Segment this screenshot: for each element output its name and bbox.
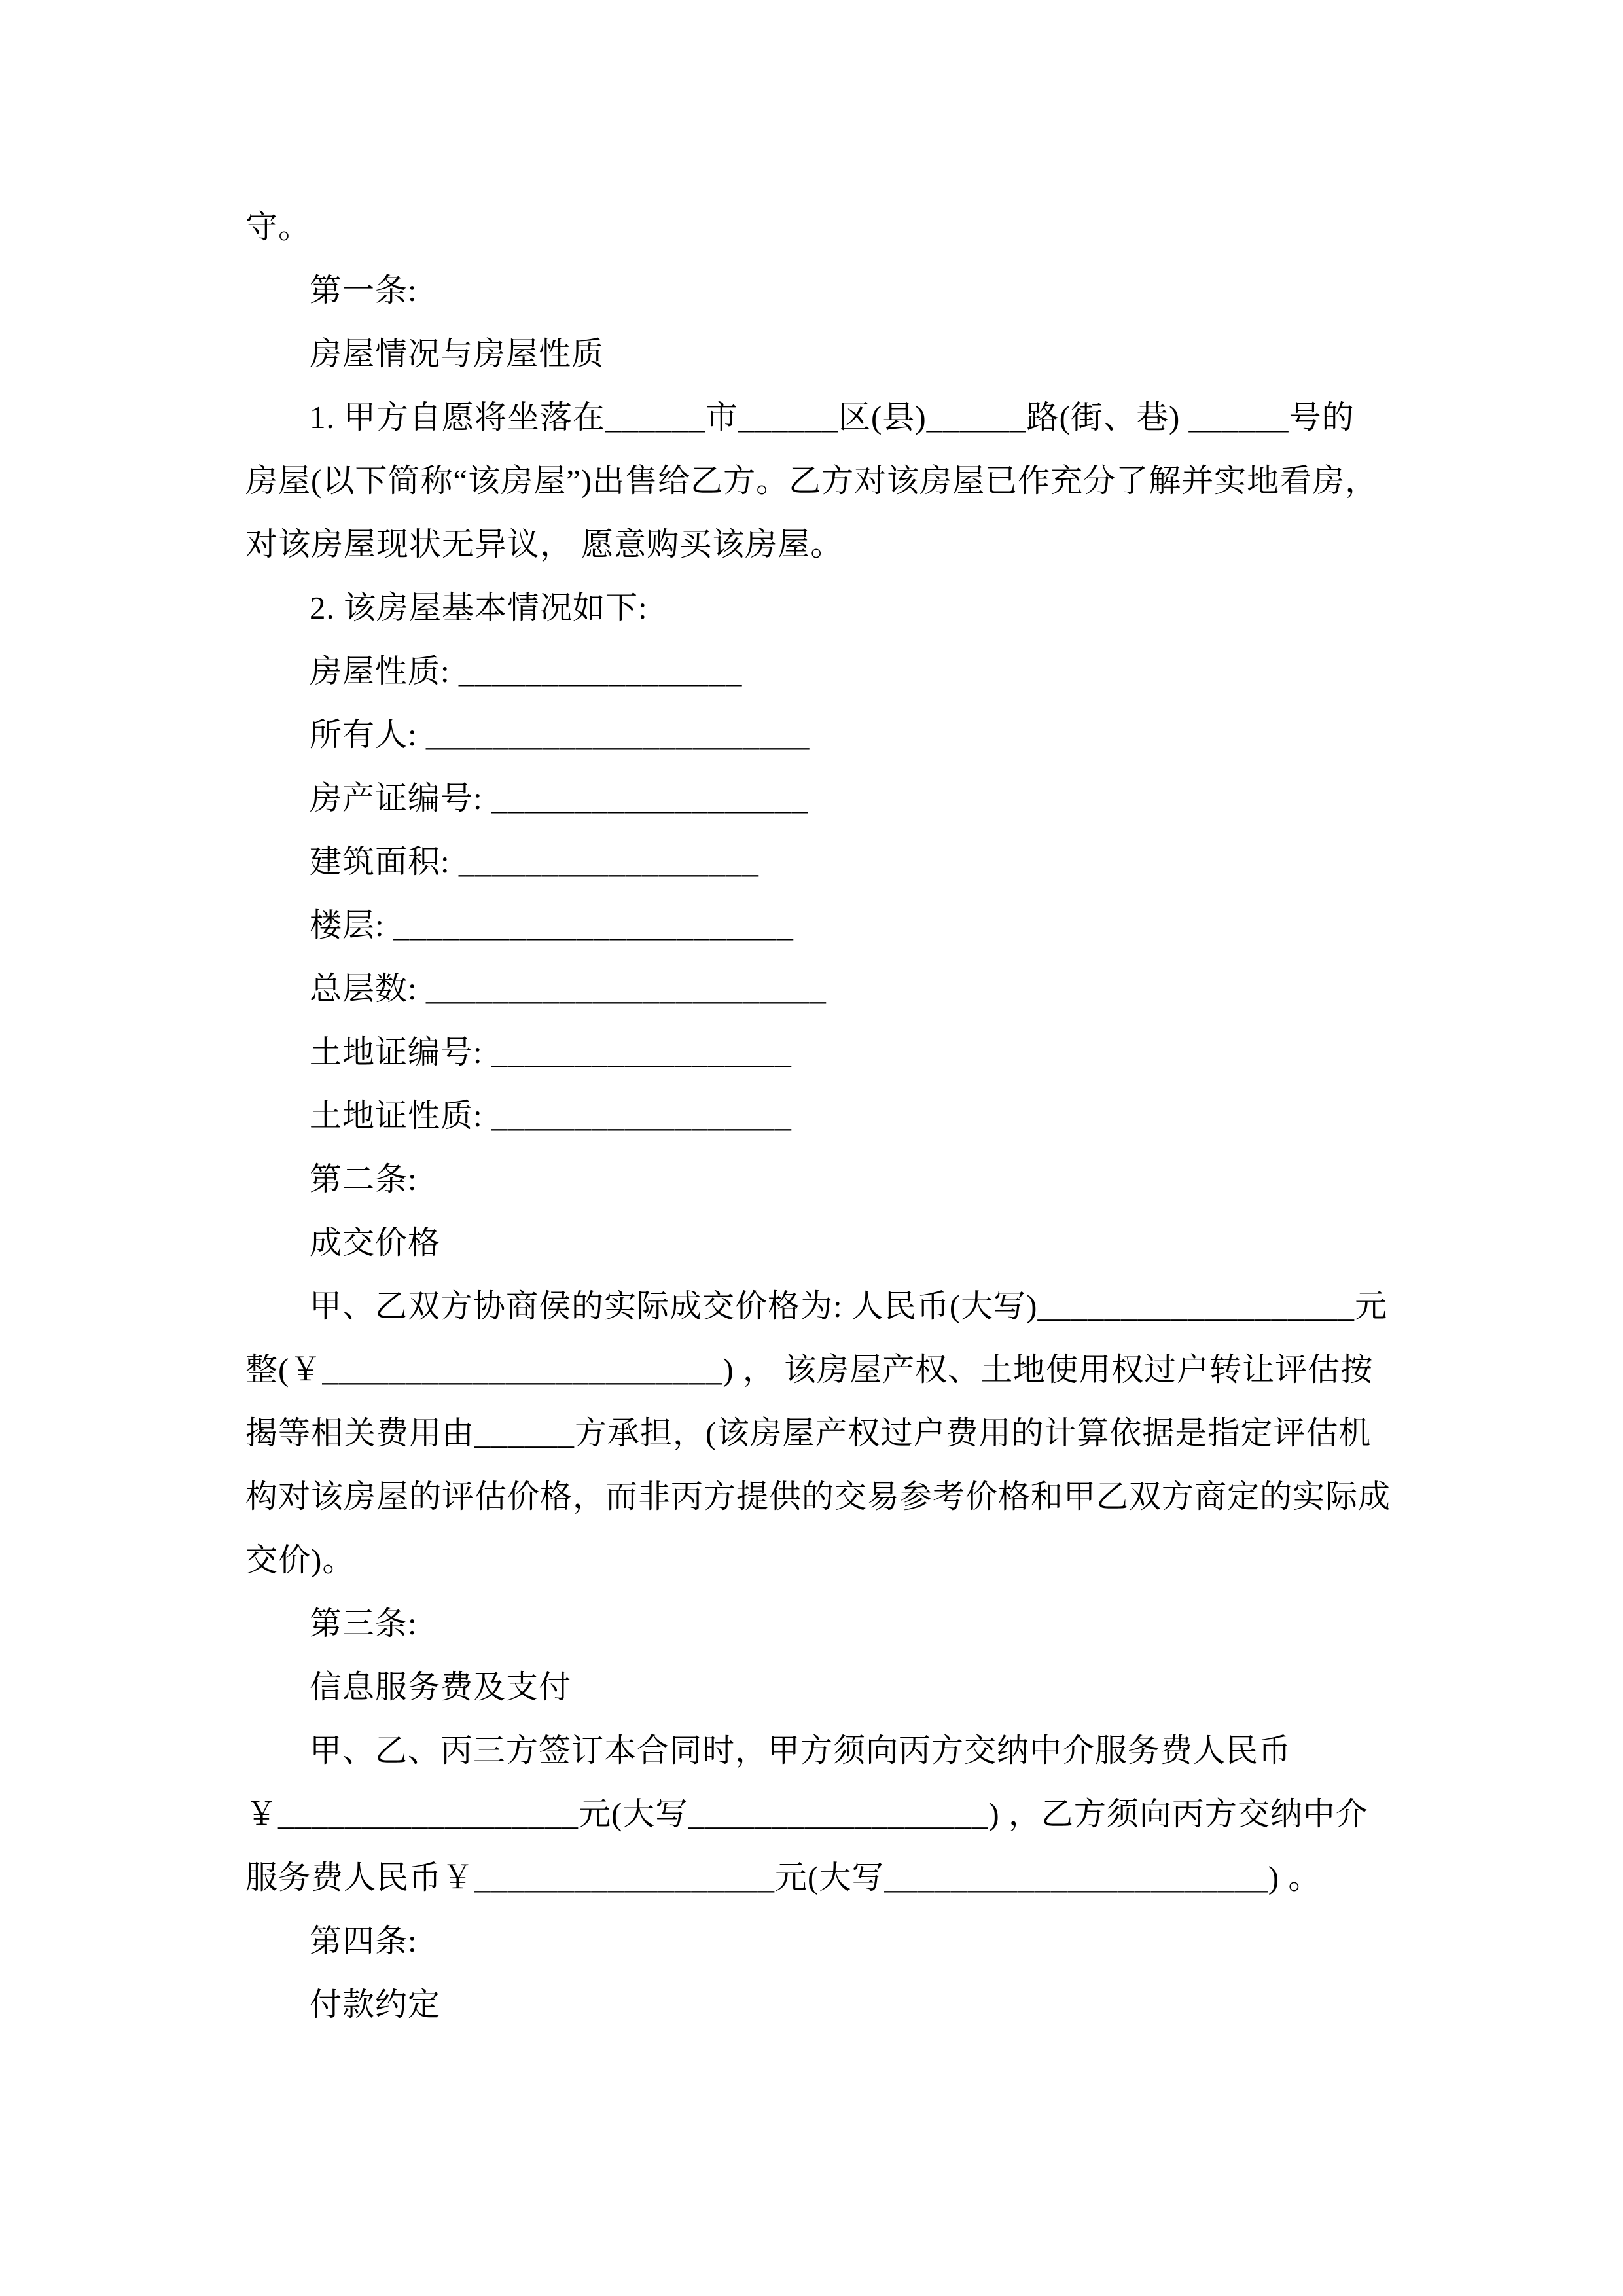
- contract-line: 守。: [245, 209, 312, 245]
- contract-line: 第三条:: [310, 1605, 418, 1641]
- contract-line: 整(￥________________________) ， 该房屋产权、土地使用权过户转让评估按: [245, 1352, 1374, 1388]
- contract-line: 楼层: ________________________: [310, 907, 794, 943]
- contract-line: 第二条:: [310, 1161, 418, 1197]
- contract-line: 土地证性质: __________________: [310, 1098, 792, 1134]
- contract-line: 揭等相关费用由______方承担，(该房屋产权过户费用的计算依据是指定评估机: [245, 1415, 1372, 1451]
- contract-line: 建筑面积: __________________: [310, 844, 759, 880]
- contract-line: 第一条:: [310, 272, 418, 308]
- contract-line: 甲、乙、丙三方签订本合同时，甲方须向丙方交纳中介服务费人民币: [310, 1732, 1292, 1768]
- contract-line: 付款约定: [310, 1986, 441, 2022]
- contract-line: 1. 甲方自愿将坐落在______市______区(县)______路(街、巷) ______号的: [310, 399, 1355, 435]
- contract-line: 构对该房屋的评估价格，而非丙方提供的交易参考价格和甲乙双方商定的实际成: [245, 1479, 1391, 1515]
- contract-line: 成交价格: [310, 1225, 441, 1261]
- contract-body: [245, 195, 1397, 2036]
- contract-line: 房产证编号: ___________________: [310, 780, 809, 816]
- contract-line: 交价)。: [245, 1542, 355, 1578]
- contract-line: 2. 该房屋基本情况如下:: [310, 590, 648, 626]
- contract-line: 总层数: ________________________: [310, 971, 827, 1007]
- contract-line: 对该房屋现状无异议， 愿意购买该房屋。: [245, 526, 844, 562]
- contract-line: ￥__________________元(大写__________________) ，乙方须向丙方交纳中介: [245, 1796, 1368, 1832]
- contract-line: 房屋性质: _________________: [310, 653, 743, 689]
- contract-line: 甲、乙双方协商侯的实际成交价格为: 人民币(大写)___________________元: [310, 1288, 1387, 1324]
- contract-line: 信息服务费及支付: [310, 1669, 572, 1705]
- contract-line: 服务费人民币￥__________________元(大写_______________________) 。: [245, 1859, 1321, 1895]
- contract-line: 土地证编号: __________________: [310, 1034, 792, 1070]
- contract-line: 第四条:: [310, 1923, 418, 1959]
- contract-line: 房屋(以下简称“该房屋”)出售给乙方。乙方对该房屋已作充分了解并实地看房，: [245, 463, 1378, 499]
- contract-line: 所有人: _______________________: [310, 717, 810, 753]
- contract-line: 房屋情况与房屋性质: [310, 336, 605, 372]
